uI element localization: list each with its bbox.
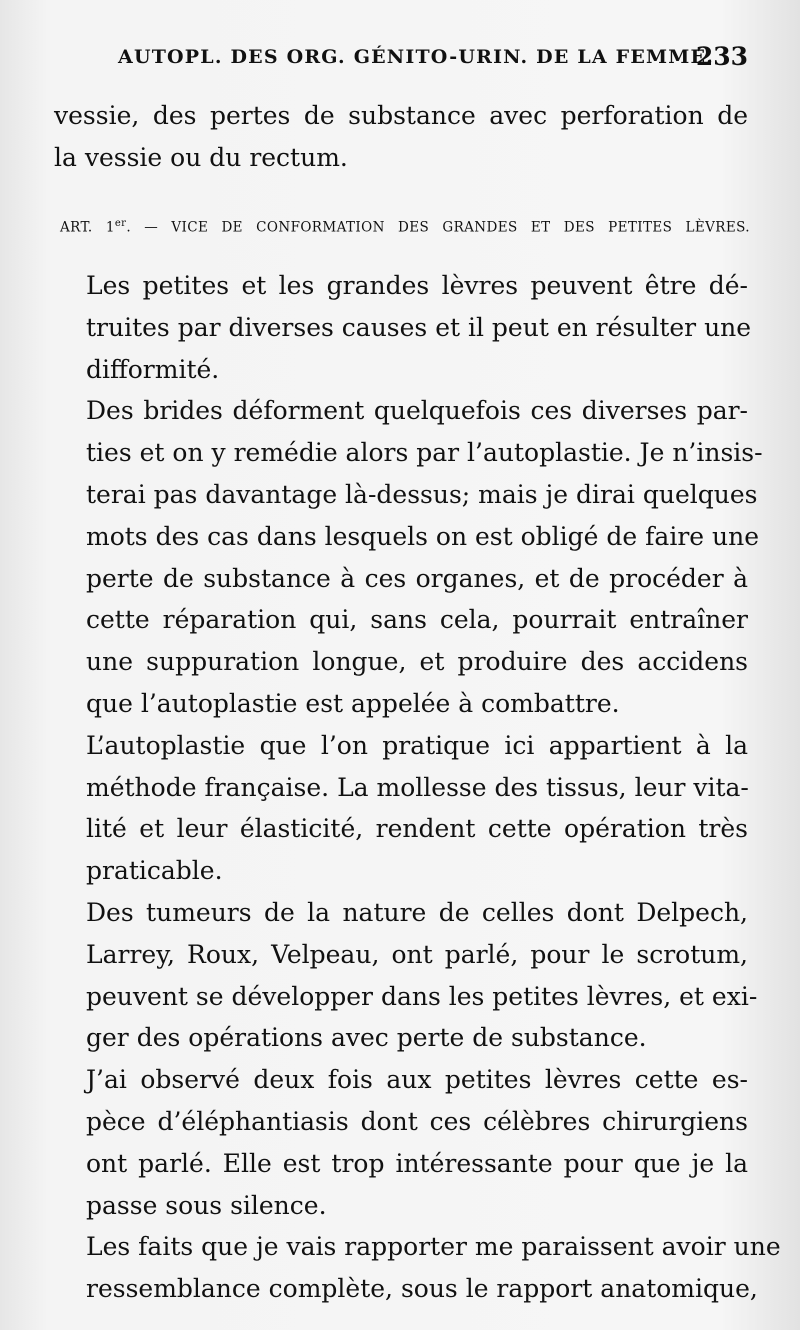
text-line: lité et leur élasticité, rendent cette opération très <box>86 814 748 844</box>
text-line: terai pas davantage là-dessus; mais je dirai quelques <box>86 479 758 509</box>
article-heading <box>60 218 750 236</box>
text-line: cette réparation qui, sans cela, pourrait entraîner <box>86 605 748 635</box>
text-line: peuvent se développer dans les petites lèvres, et exi- <box>86 981 758 1011</box>
text-line: Des brides déforment quelquefois ces diverses par- <box>86 396 748 426</box>
paragraph <box>54 1226 781 1310</box>
article-heading-superscript: er <box>114 218 127 229</box>
text-line: méthode française. La mollesse des tissus, leur vita- <box>86 772 749 802</box>
text-line: Les petites et les grandes lèvres peuvent être dé- <box>86 271 748 300</box>
text-line: Larrey, Roux, Velpeau, ont parlé, pour le scrotum, <box>86 939 748 969</box>
text-line: pèce d’éléphantiasis dont ces célèbres chirurgiens <box>86 1106 748 1136</box>
text-line: perte de substance à ces organes, et de procéder à <box>86 563 748 593</box>
text-line: mots des cas dans lesquels on est obligé de faire une <box>86 521 760 551</box>
text-line: passe sous silence. <box>86 1190 327 1220</box>
text-line: L’autoplastie que l’on pratique ici appartient à la <box>86 730 748 760</box>
text-line: ont parlé. Elle est trop intéressante pour que je la <box>86 1148 748 1178</box>
paragraph <box>54 725 748 892</box>
text-line: la vessie ou du rectum. <box>54 143 348 172</box>
paragraph <box>54 1059 748 1226</box>
text-line: Les faits que je vais rapporter me paraissent avoir une <box>86 1232 781 1262</box>
text-line: difformité. <box>86 354 220 384</box>
paragraph <box>54 265 752 390</box>
paragraph <box>54 390 763 724</box>
text-line: que l’autoplastie est appelée à combattre. <box>86 688 620 718</box>
text-line: une suppuration longue, et produire des accidens <box>86 647 748 677</box>
text-line: praticable. <box>86 856 223 886</box>
article-body <box>54 265 781 1310</box>
text-line: ger des opérations avec perte de substance. <box>86 1023 647 1053</box>
text-line: J’ai observé deux fois aux petites lèvres cette es- <box>86 1065 748 1095</box>
text-line: ressemblance complète, sous le rapport anatomique, <box>86 1274 758 1304</box>
article-heading-text: . — VICE DE CONFORMATION DES GRANDES ET DES PETITES LÈVRES. <box>126 219 750 236</box>
text-line: ties et on y remédie alors par l’autoplastie. Je n’insis- <box>86 438 763 468</box>
running-head <box>118 42 748 76</box>
text-line: Des tumeurs de la nature de celles dont Delpech, <box>86 897 748 927</box>
continued-text <box>54 95 748 179</box>
article-heading-prefix: ART. 1 <box>60 219 115 236</box>
text-line: truites par diverses causes et il peut en résulter une <box>86 312 752 342</box>
running-head-title: AUTOPL. DES ORG. GÉNITO-URIN. DE LA FEMME. <box>118 46 714 68</box>
paragraph <box>54 892 758 1059</box>
page-number: 233 <box>695 42 748 71</box>
text-line: vessie, des pertes de substance avec perforation de <box>54 101 748 130</box>
